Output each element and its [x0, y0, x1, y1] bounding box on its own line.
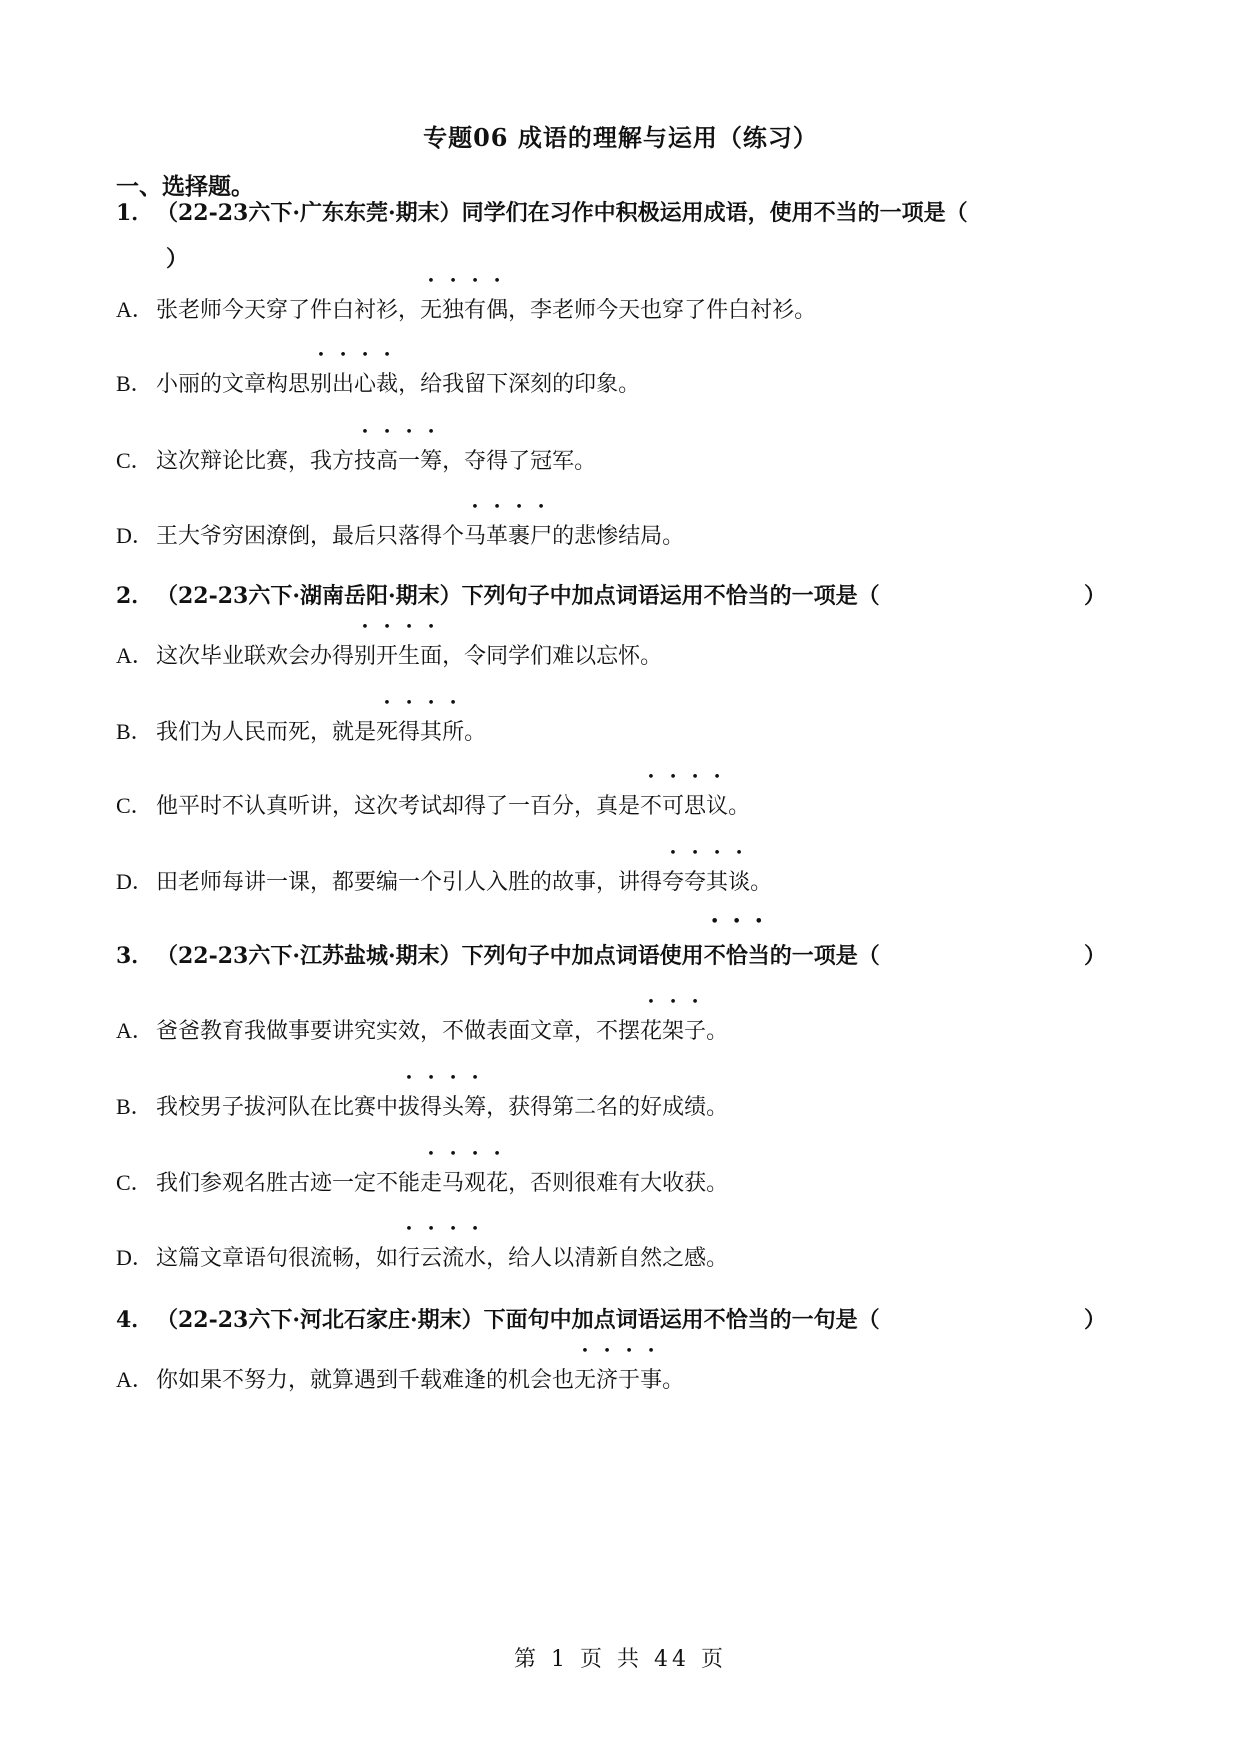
emphasized-words — [704, 933, 770, 979]
emphasized-idiom — [310, 367, 398, 403]
option-text: ，夺得了冠军。 — [442, 449, 597, 474]
emphasized-char: 其 — [420, 720, 443, 745]
question-number: 2． — [116, 583, 154, 609]
emphasized-char: 高 — [376, 449, 399, 474]
option-text: ，李老师今天也穿了件白衬衫。 — [508, 298, 817, 323]
option-3c — [116, 1165, 728, 1202]
emphasized-char: 一 — [398, 449, 421, 474]
emphasized-char: 生 — [398, 644, 421, 669]
option-label: B． — [116, 719, 153, 744]
question-3 — [116, 933, 1106, 979]
option-text: 我校男子拔河队在比赛中 — [156, 1095, 399, 1120]
question-stem-start: （22-23六下·江苏盐城·期末）下列句子中加点词语使用 — [156, 943, 704, 969]
option-text: 他平时不认真听讲，这次考试却得了一百分，真是 — [156, 794, 641, 819]
emphasized-idiom — [420, 293, 508, 329]
option-text: ，获得第二名的好成绩。 — [486, 1095, 729, 1120]
emphasized-char: 开 — [376, 644, 399, 669]
section-heading: 一、选择题。 — [116, 173, 254, 200]
option-2b — [116, 714, 486, 751]
emphasized-idiom — [398, 1241, 486, 1277]
option-text: ，给我留下深刻的印象。 — [398, 372, 641, 397]
emphasized-char: 于 — [618, 1368, 641, 1393]
emphasized-char: 拔 — [398, 1095, 421, 1120]
option-label: B． — [116, 1094, 153, 1119]
emphasized-char: 花 — [486, 1171, 509, 1196]
emphasized-char: 所 — [442, 720, 465, 745]
emphasized-idiom — [398, 1090, 486, 1126]
emphasized-char: 议 — [706, 794, 729, 819]
option-label: A． — [116, 297, 154, 322]
option-text: ，否则很难有大收获。 — [508, 1171, 729, 1196]
emphasized-char: 筹 — [420, 449, 443, 474]
page-title: 专题06 成语的理解与运用（练习） — [423, 123, 818, 152]
emphasized-char: 尸 — [530, 524, 553, 549]
emphasized-char: 头 — [442, 1095, 465, 1120]
question-paren-close: ） — [1083, 1307, 1106, 1333]
option-4a — [116, 1362, 684, 1399]
emphasized-idiom — [464, 519, 552, 555]
emphasized-char: 行 — [398, 1246, 421, 1271]
emphasized-char: 有 — [464, 298, 487, 323]
page-footer: 第 1 页 共 44 页 — [514, 1647, 727, 1672]
option-1c — [116, 443, 596, 480]
emphasized-idiom — [354, 444, 442, 480]
option-text: 。 — [750, 870, 773, 895]
question-paren-close: ） — [1083, 943, 1106, 969]
option-text: 的悲惨结局。 — [552, 524, 685, 549]
emphasized-char: 其 — [706, 870, 729, 895]
question-number: 4． — [116, 1307, 154, 1333]
option-text: 。 — [662, 1368, 685, 1393]
emphasized-char: 不 — [640, 794, 663, 819]
emphasized-idiom — [640, 789, 728, 825]
emphasized-char: 出 — [332, 372, 355, 397]
emphasized-char: 马 — [442, 1171, 465, 1196]
emphasized-char: 别 — [310, 372, 333, 397]
emphasized-char: 花 — [640, 1019, 663, 1044]
option-text: 小丽的文章构思 — [156, 372, 311, 397]
option-text: 这次辩论比赛，我方 — [156, 449, 355, 474]
emphasized-char: 不 — [703, 943, 726, 969]
question-4 — [116, 1297, 1106, 1343]
option-text: 我们参观名胜古迹一定不能 — [156, 1171, 421, 1196]
question-stem: （22-23六下·河北石家庄·期末）下面句中加点词语运用不恰当的一句是（ — [156, 1307, 880, 1333]
option-text: 爸爸教育我做事要讲究实效，不做表面文章，不摆 — [156, 1019, 641, 1044]
option-label: D． — [116, 869, 154, 894]
emphasized-char: 思 — [684, 794, 707, 819]
question-number: 3． — [116, 943, 154, 969]
emphasized-char: 偶 — [486, 298, 509, 323]
option-text: 。 — [464, 720, 487, 745]
option-3d — [116, 1240, 728, 1277]
option-3b — [116, 1089, 728, 1126]
emphasized-idiom — [574, 1363, 662, 1399]
option-text: 。 — [728, 794, 751, 819]
option-label: D． — [116, 523, 154, 548]
emphasized-char: 恰 — [725, 943, 748, 969]
emphasized-char: 技 — [354, 449, 377, 474]
emphasized-char: 谈 — [728, 870, 751, 895]
emphasized-char: 革 — [486, 524, 509, 549]
question-2 — [116, 573, 1106, 619]
question-stem: （22-23六下·广东东莞·期末）同学们在习作中积极运用成语，使用不当的一项是（ — [156, 200, 968, 226]
emphasized-char: 裹 — [508, 524, 531, 549]
question-paren-close: ） — [1083, 583, 1106, 609]
emphasized-char: 子 — [684, 1019, 707, 1044]
option-label: C． — [116, 1170, 153, 1195]
emphasized-char: 走 — [420, 1171, 443, 1196]
emphasized-char: 筹 — [464, 1095, 487, 1120]
option-label: A． — [116, 643, 154, 668]
emphasized-char: 架 — [662, 1019, 685, 1044]
emphasized-char: 云 — [420, 1246, 443, 1271]
emphasized-char: 别 — [354, 644, 377, 669]
option-2d — [116, 864, 772, 901]
emphasized-char: 当 — [747, 943, 770, 969]
emphasized-char: 无 — [420, 298, 443, 323]
option-1a — [116, 292, 816, 329]
emphasized-char: 水 — [464, 1246, 487, 1271]
emphasized-idiom — [640, 1014, 706, 1050]
emphasized-char: 事 — [640, 1368, 663, 1393]
option-text: 张老师今天穿了件白衬衫， — [156, 298, 421, 323]
option-label: C． — [116, 793, 153, 818]
emphasized-char: 夸 — [684, 870, 707, 895]
emphasized-char: 无 — [574, 1368, 597, 1393]
emphasized-char: 面 — [420, 644, 443, 669]
option-1b — [116, 366, 640, 403]
question-stem: （22-23六下·湖南岳阳·期末）下列句子中加点词语运用不恰当的一项是（ — [156, 583, 880, 609]
option-text: 。 — [706, 1019, 729, 1044]
option-text: 这篇文章语句很流畅，如 — [156, 1246, 399, 1271]
emphasized-char: 马 — [464, 524, 487, 549]
option-3a — [116, 1013, 728, 1050]
emphasized-char: 独 — [442, 298, 465, 323]
option-text: 这次毕业联欢会办得 — [156, 644, 355, 669]
option-label: A． — [116, 1018, 154, 1043]
option-text: ，令同学们难以忘怀。 — [442, 644, 663, 669]
option-1d — [116, 518, 684, 555]
option-label: A． — [116, 1367, 154, 1392]
emphasized-char: 心 — [354, 372, 377, 397]
question-paren-close: ） — [166, 246, 189, 272]
emphasized-char: 夸 — [662, 870, 685, 895]
option-text: ，给人以清新自然之感。 — [486, 1246, 729, 1271]
option-text: 我们为人民而死，就是 — [156, 720, 377, 745]
option-label: B． — [116, 371, 153, 396]
option-label: D． — [116, 1245, 154, 1270]
option-text: 王大爷穷困潦倒，最后只落得个 — [156, 524, 465, 549]
question-1 — [116, 190, 1106, 282]
emphasized-idiom — [662, 865, 750, 901]
emphasized-char: 死 — [376, 720, 399, 745]
option-text: 你如果不努力，就算遇到千载难逢的机会也 — [156, 1368, 575, 1393]
emphasized-char: 观 — [464, 1171, 487, 1196]
option-label: C． — [116, 448, 153, 473]
emphasized-char: 裁 — [376, 372, 399, 397]
question-number: 1． — [116, 200, 154, 226]
emphasized-char: 得 — [398, 720, 421, 745]
emphasized-idiom — [354, 639, 442, 675]
emphasized-idiom — [376, 715, 464, 751]
emphasized-char: 济 — [596, 1368, 619, 1393]
option-2c — [116, 788, 750, 825]
emphasized-char: 得 — [420, 1095, 443, 1120]
option-text: 田老师每讲一课，都要编一个引人入胜的故事，讲得 — [156, 870, 663, 895]
option-2a — [116, 638, 662, 675]
question-stem-end: 的一项是（ — [769, 943, 880, 969]
emphasized-char: 可 — [662, 794, 685, 819]
emphasized-idiom — [420, 1166, 508, 1202]
emphasized-char: 流 — [442, 1246, 465, 1271]
